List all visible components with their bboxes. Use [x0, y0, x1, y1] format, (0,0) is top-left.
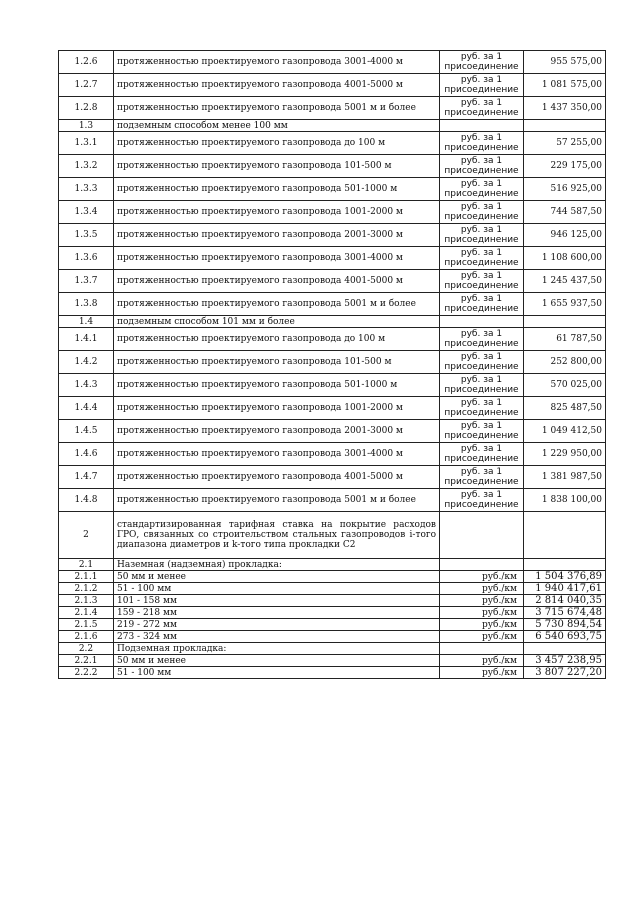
- row-value: 570 025,00: [524, 374, 606, 397]
- row-number: 2.1: [59, 559, 114, 571]
- row-unit: руб. за 1 присоединение: [440, 397, 524, 420]
- row-unit: руб. за 1 присоединение: [440, 443, 524, 466]
- row-value: [524, 120, 606, 132]
- table-row: [59, 201, 606, 224]
- row-unit: руб./км: [440, 631, 524, 643]
- row-unit: руб. за 1 присоединение: [440, 224, 524, 247]
- row-number: 1.2.8: [59, 97, 114, 120]
- row-number: 1.4.8: [59, 489, 114, 512]
- row-description: протяженностью проектируемого газопровода 3001-4000 м: [114, 247, 440, 270]
- row-number: 1.3.2: [59, 155, 114, 178]
- row-value: 1 437 350,00: [524, 97, 606, 120]
- row-description: стандартизированная тарифная ставка на покрытие расходов ГРО, связанных со строительством стальных газопроводов i-того диапазона диаметров и k-того типа прокладки С2: [114, 512, 440, 559]
- row-number: 1.4.4: [59, 397, 114, 420]
- row-value: 744 587,50: [524, 201, 606, 224]
- row-description: протяженностью проектируемого газопровода 3001-4000 м: [114, 51, 440, 74]
- row-number: 2.2.1: [59, 655, 114, 667]
- row-description: протяженностью проектируемого газопровода 1001-2000 м: [114, 201, 440, 224]
- row-number: 1.3.4: [59, 201, 114, 224]
- tariff-table-body: [59, 51, 606, 679]
- row-unit: [440, 643, 524, 655]
- row-value: 61 787,50: [524, 328, 606, 351]
- table-row: [59, 270, 606, 293]
- row-value: 57 255,00: [524, 132, 606, 155]
- row-number: 1.3.6: [59, 247, 114, 270]
- row-unit: [440, 120, 524, 132]
- row-value: 2 814 040,35: [524, 595, 606, 607]
- table-row: [59, 607, 606, 619]
- row-description: протяженностью проектируемого газопровода 5001 м и более: [114, 489, 440, 512]
- table-row: [59, 420, 606, 443]
- row-description: Подземная прокладка:: [114, 643, 440, 655]
- row-unit: руб. за 1 присоединение: [440, 247, 524, 270]
- row-unit: руб./км: [440, 571, 524, 583]
- row-value: 3 807 227,20: [524, 667, 606, 679]
- row-unit: руб. за 1 присоединение: [440, 155, 524, 178]
- row-unit: руб. за 1 присоединение: [440, 293, 524, 316]
- table-row: [59, 178, 606, 201]
- row-value: 955 575,00: [524, 51, 606, 74]
- row-value: 1 504 376,89: [524, 571, 606, 583]
- row-value: 825 487,50: [524, 397, 606, 420]
- row-value: 946 125,00: [524, 224, 606, 247]
- row-value: 229 175,00: [524, 155, 606, 178]
- section-row: [59, 643, 606, 655]
- row-unit: [440, 316, 524, 328]
- row-description: протяженностью проектируемого газопровода 501-1000 м: [114, 374, 440, 397]
- section-2-row: [59, 512, 606, 559]
- section-row: [59, 120, 606, 132]
- row-value: 5 730 894,54: [524, 619, 606, 631]
- row-value: 1 381 987,50: [524, 466, 606, 489]
- table-row: [59, 224, 606, 247]
- row-description: 51 - 100 мм: [114, 667, 440, 679]
- table-row: [59, 74, 606, 97]
- row-value: 1 838 100,00: [524, 489, 606, 512]
- table-row: [59, 51, 606, 74]
- row-unit: [440, 559, 524, 571]
- section-row: [59, 559, 606, 571]
- table-row: [59, 489, 606, 512]
- row-number: 1.4.1: [59, 328, 114, 351]
- row-description: 159 - 218 мм: [114, 607, 440, 619]
- table-row: [59, 619, 606, 631]
- table-row: [59, 571, 606, 583]
- row-description: 50 мм и менее: [114, 655, 440, 667]
- table-row: [59, 631, 606, 643]
- table-row: [59, 667, 606, 679]
- row-value: 1 229 950,00: [524, 443, 606, 466]
- row-number: 1.3.8: [59, 293, 114, 316]
- row-number: 2.2: [59, 643, 114, 655]
- row-description: протяженностью проектируемого газопровода до 100 м: [114, 132, 440, 155]
- row-description: протяженностью проектируемого газопровода 5001 м и более: [114, 293, 440, 316]
- row-value: 6 540 693,75: [524, 631, 606, 643]
- table-row: [59, 595, 606, 607]
- row-unit: руб. за 1 присоединение: [440, 489, 524, 512]
- row-number: 1.3.1: [59, 132, 114, 155]
- row-description: протяженностью проектируемого газопровода 5001 м и более: [114, 97, 440, 120]
- row-unit: руб. за 1 присоединение: [440, 374, 524, 397]
- row-unit: руб. за 1 присоединение: [440, 466, 524, 489]
- table-row: [59, 655, 606, 667]
- row-value: 3 457 238,95: [524, 655, 606, 667]
- row-number: 2.1.6: [59, 631, 114, 643]
- row-value: [524, 316, 606, 328]
- row-number: 1.2.6: [59, 51, 114, 74]
- row-number: 1.3.3: [59, 178, 114, 201]
- table-row: [59, 328, 606, 351]
- row-unit: руб. за 1 присоединение: [440, 51, 524, 74]
- row-unit: руб. за 1 присоединение: [440, 74, 524, 97]
- table-row: [59, 293, 606, 316]
- row-number: 2.1.3: [59, 595, 114, 607]
- row-unit: руб. за 1 присоединение: [440, 132, 524, 155]
- row-description: 273 - 324 мм: [114, 631, 440, 643]
- row-unit: руб. за 1 присоединение: [440, 420, 524, 443]
- tariff-table: [58, 50, 606, 679]
- table-row: [59, 583, 606, 595]
- row-number: 2.1.1: [59, 571, 114, 583]
- table-row: [59, 397, 606, 420]
- table-row: [59, 351, 606, 374]
- row-number: 1.4.6: [59, 443, 114, 466]
- row-number: 1.4.3: [59, 374, 114, 397]
- row-description: подземным способом 101 мм и более: [114, 316, 440, 328]
- row-description: 101 - 158 мм: [114, 595, 440, 607]
- row-value: 252 800,00: [524, 351, 606, 374]
- row-description: протяженностью проектируемого газопровода 2001-3000 м: [114, 224, 440, 247]
- row-unit: руб./км: [440, 619, 524, 631]
- row-description: Наземная (надземная) прокладка:: [114, 559, 440, 571]
- row-unit: руб./км: [440, 655, 524, 667]
- row-value: 516 925,00: [524, 178, 606, 201]
- row-value: 3 715 674,48: [524, 607, 606, 619]
- row-description: подземным способом менее 100 мм: [114, 120, 440, 132]
- empty-cell: [524, 512, 606, 559]
- empty-cell: [440, 512, 524, 559]
- row-number: 1.3.5: [59, 224, 114, 247]
- table-row: [59, 374, 606, 397]
- row-unit: руб. за 1 присоединение: [440, 201, 524, 224]
- section-row: [59, 316, 606, 328]
- row-description: 51 - 100 мм: [114, 583, 440, 595]
- row-description: протяженностью проектируемого газопровода 2001-3000 м: [114, 420, 440, 443]
- row-unit: руб./км: [440, 583, 524, 595]
- row-unit: руб./км: [440, 595, 524, 607]
- table-row: [59, 247, 606, 270]
- row-unit: руб./км: [440, 667, 524, 679]
- row-description: протяженностью проектируемого газопровода 4001-5000 м: [114, 270, 440, 293]
- row-number: 2.1.5: [59, 619, 114, 631]
- table-row: [59, 466, 606, 489]
- row-unit: руб. за 1 присоединение: [440, 351, 524, 374]
- row-number: 2: [59, 512, 114, 559]
- row-value: 1 655 937,50: [524, 293, 606, 316]
- row-number: 1.4.2: [59, 351, 114, 374]
- row-value: 1 049 412,50: [524, 420, 606, 443]
- row-value: 1 245 437,50: [524, 270, 606, 293]
- table-row: [59, 155, 606, 178]
- row-description: 219 - 272 мм: [114, 619, 440, 631]
- row-number: 1.2.7: [59, 74, 114, 97]
- table-row: [59, 97, 606, 120]
- row-value: 1 108 600,00: [524, 247, 606, 270]
- row-unit: руб. за 1 присоединение: [440, 97, 524, 120]
- row-unit: руб./км: [440, 607, 524, 619]
- row-number: 1.4.7: [59, 466, 114, 489]
- row-description: протяженностью проектируемого газопровода 4001-5000 м: [114, 74, 440, 97]
- row-value: [524, 643, 606, 655]
- row-number: 1.3.7: [59, 270, 114, 293]
- row-unit: руб. за 1 присоединение: [440, 328, 524, 351]
- row-number: 1.4: [59, 316, 114, 328]
- row-description: протяженностью проектируемого газопровода 101-500 м: [114, 155, 440, 178]
- row-description: протяженностью проектируемого газопровода до 100 м: [114, 328, 440, 351]
- row-value: 1 940 417,61: [524, 583, 606, 595]
- row-description: протяженностью проектируемого газопровода 101-500 м: [114, 351, 440, 374]
- row-value: 1 081 575,00: [524, 74, 606, 97]
- table-row: [59, 443, 606, 466]
- table-row: [59, 132, 606, 155]
- row-value: [524, 559, 606, 571]
- row-description: 50 мм и менее: [114, 571, 440, 583]
- row-number: 1.3: [59, 120, 114, 132]
- row-number: 2.1.2: [59, 583, 114, 595]
- row-number: 2.2.2: [59, 667, 114, 679]
- row-unit: руб. за 1 присоединение: [440, 270, 524, 293]
- row-unit: руб. за 1 присоединение: [440, 178, 524, 201]
- row-description: протяженностью проектируемого газопровода 3001-4000 м: [114, 443, 440, 466]
- row-number: 1.4.5: [59, 420, 114, 443]
- row-description: протяженностью проектируемого газопровода 1001-2000 м: [114, 397, 440, 420]
- row-description: протяженностью проектируемого газопровода 4001-5000 м: [114, 466, 440, 489]
- row-number: 2.1.4: [59, 607, 114, 619]
- row-description: протяженностью проектируемого газопровода 501-1000 м: [114, 178, 440, 201]
